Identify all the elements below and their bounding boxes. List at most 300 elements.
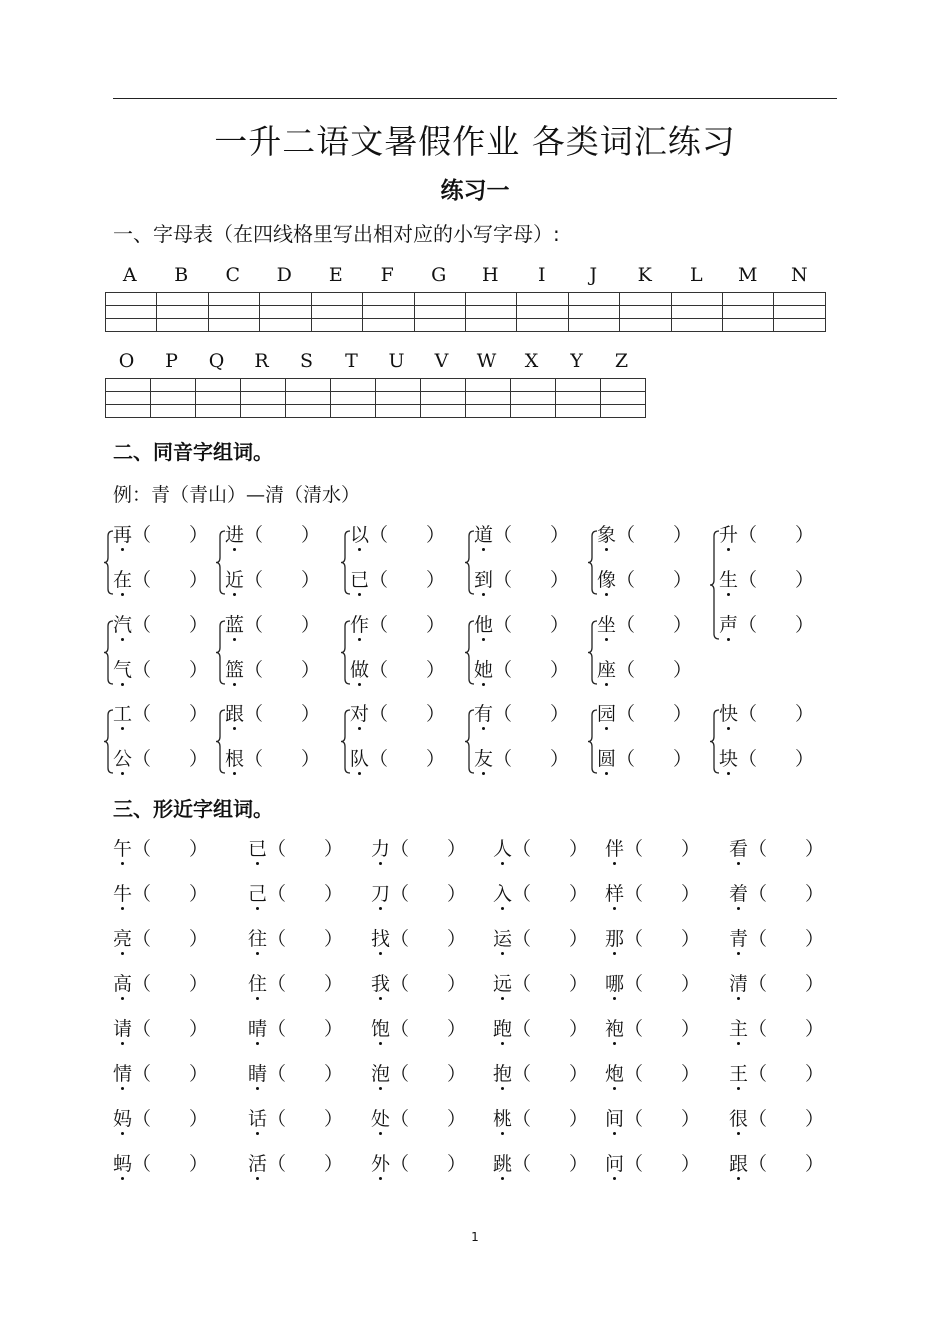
grid-cell[interactable] [157,293,208,306]
dotted-character: 力 [371,838,391,860]
dotted-character: 哪 [605,973,625,995]
answer-blank[interactable]: （ ） [244,614,321,636]
answer-blank[interactable]: （ ） [616,614,693,636]
dotted-character: 清 [729,973,749,995]
homophone-item [350,522,445,548]
answer-blank[interactable]: （ ） [132,838,209,860]
dotted-character: 睛 [248,1063,268,1085]
grid-cell[interactable] [511,405,556,418]
answer-blank[interactable]: （ ） [748,838,825,860]
grid-cell[interactable] [106,293,157,306]
grid-cell[interactable] [556,379,601,392]
dotted-character: 作 [350,614,370,636]
similar-char-item [371,926,466,952]
homophone-item [597,567,692,593]
answer-blank[interactable]: （ ） [748,1063,825,1085]
answer-blank[interactable]: （ ） [390,838,467,860]
answer-blank[interactable]: （ ） [132,569,209,591]
grid-cell[interactable] [671,293,722,306]
grid-cell[interactable] [511,379,556,392]
grid-cell[interactable] [466,405,511,418]
answer-blank[interactable]: （ ） [493,524,570,546]
dotted-character: 处 [371,1108,391,1130]
grid-cell[interactable] [208,293,259,306]
grid-cell[interactable] [601,405,646,418]
answer-blank[interactable]: （ ） [132,1153,209,1175]
letter-L: L [689,264,703,286]
dotted-character: 泡 [371,1063,391,1085]
grid-cell[interactable] [774,293,826,306]
dotted-character: 已 [248,838,268,860]
dotted-character: 蚂 [113,1153,133,1175]
answer-blank[interactable]: （ ） [132,614,209,636]
similar-char-item [493,1061,588,1087]
grid-cell[interactable] [556,405,601,418]
dotted-character: 运 [493,928,513,950]
homophone-item [225,657,320,683]
homophone-item [113,567,208,593]
answer-blank[interactable]: （ ） [390,928,467,950]
dotted-character: 情 [113,1063,133,1085]
homophone-item [350,567,445,593]
dotted-character: 青 [729,928,749,950]
homophone-item [719,522,814,548]
answer-blank[interactable]: （ ） [624,928,701,950]
grid-cell[interactable] [331,379,376,392]
grid-cell[interactable] [723,319,774,332]
letter-T: T [345,350,358,372]
answer-blank[interactable]: （ ） [369,524,446,546]
answer-blank[interactable]: （ ） [493,659,570,681]
grid-cell[interactable] [376,392,421,405]
grid-cell[interactable] [465,319,516,332]
answer-blank[interactable]: （ ） [512,1018,589,1040]
dotted-character: 妈 [113,1108,133,1130]
answer-blank[interactable]: （ ） [616,748,693,770]
dotted-character: 入 [493,883,513,905]
answer-blank[interactable]: （ ） [512,1108,589,1130]
dotted-character: 近 [225,569,245,591]
homophone-item [113,522,208,548]
answer-blank[interactable]: （ ） [390,1108,467,1130]
grid-cell[interactable] [466,379,511,392]
grid-cell[interactable] [601,379,646,392]
dotted-character: 话 [248,1108,268,1130]
similar-char-item [729,1016,824,1042]
answer-blank[interactable]: （ ） [493,614,570,636]
similar-char-item [248,926,343,952]
similar-char-item [371,1151,466,1177]
homophone-item [719,567,814,593]
answer-blank[interactable]: （ ） [267,1108,344,1130]
grid-cell[interactable] [601,392,646,405]
homophone-item [350,612,445,638]
grid-cell[interactable] [331,392,376,405]
answer-blank[interactable]: （ ） [624,1018,701,1040]
answer-blank[interactable]: （ ） [624,1063,701,1085]
dotted-character: 在 [113,569,133,591]
dotted-character: 问 [605,1153,625,1175]
answer-blank[interactable]: （ ） [390,1153,467,1175]
similar-char-item [493,1016,588,1042]
answer-blank[interactable]: （ ） [616,569,693,591]
homophone-item [597,701,692,727]
grid-cell[interactable] [286,405,331,418]
grid-cell[interactable] [106,392,151,405]
similar-char-item [729,926,824,952]
answer-blank[interactable]: （ ） [369,614,446,636]
answer-blank[interactable]: （ ） [132,883,209,905]
homophone-item [597,657,692,683]
answer-blank[interactable]: （ ） [748,1108,825,1130]
dotted-character: 再 [113,524,133,546]
similar-char-item [605,971,700,997]
answer-blank[interactable]: （ ） [132,1063,209,1085]
grid-cell[interactable] [260,293,311,306]
grid-cell[interactable] [151,405,196,418]
answer-blank[interactable]: （ ） [390,1063,467,1085]
answer-blank[interactable]: （ ） [738,524,815,546]
answer-blank[interactable]: （ ） [624,1108,701,1130]
letter-E: E [328,264,343,286]
dotted-character: 蓝 [225,614,245,636]
dotted-character: 王 [729,1063,749,1085]
grid-cell[interactable] [151,392,196,405]
letter-N: N [790,264,808,286]
dotted-character: 午 [113,838,133,860]
grid-cell[interactable] [671,319,722,332]
grid-cell[interactable] [241,392,286,405]
similar-char-item [605,836,700,862]
answer-blank[interactable]: （ ） [512,1153,589,1175]
grid-cell[interactable] [774,306,826,319]
answer-blank[interactable]: （ ） [512,883,589,905]
four-line-grid-2[interactable] [105,378,646,418]
letter-J: J [589,264,598,286]
homophone-item [113,701,208,727]
grid-cell[interactable] [723,293,774,306]
answer-blank[interactable]: （ ） [132,748,209,770]
letter-R: R [254,350,269,372]
grid-cell[interactable] [241,379,286,392]
homophone-item [597,746,692,772]
grid-cell[interactable] [286,379,331,392]
similar-char-item [729,1151,824,1177]
grid-cell[interactable] [311,293,362,306]
similar-char-item [493,1106,588,1132]
answer-blank[interactable]: （ ） [738,748,815,770]
answer-blank[interactable]: （ ） [512,928,589,950]
page-title: 一升二语文暑假作业 各类词汇练习 [214,122,736,161]
answer-blank[interactable]: （ ） [493,703,570,725]
grid-cell[interactable] [311,306,362,319]
dotted-character: 着 [729,883,749,905]
letter-I: I [537,264,546,286]
similar-char-item [493,971,588,997]
answer-blank[interactable]: （ ） [493,569,570,591]
grid-cell[interactable] [157,306,208,319]
grid-cell[interactable] [106,319,157,332]
letter-W: W [476,350,497,372]
dotted-character: 住 [248,973,268,995]
dotted-character: 象 [597,524,617,546]
dotted-character: 生 [719,569,739,591]
dotted-character: 那 [605,928,625,950]
homophone-item [474,701,569,727]
answer-blank[interactable]: （ ） [390,883,467,905]
answer-blank[interactable]: （ ） [244,569,321,591]
answer-blank[interactable]: （ ） [738,703,815,725]
grid-cell[interactable] [568,319,619,332]
dotted-character: 像 [597,569,617,591]
dotted-character: 刀 [371,883,391,905]
answer-blank[interactable]: （ ） [132,1018,209,1040]
dotted-character: 他 [474,614,494,636]
letter-S: S [299,350,314,372]
similar-char-item [729,881,824,907]
dotted-character: 炮 [605,1063,625,1085]
similar-char-item [113,881,208,907]
answer-blank[interactable]: （ ） [132,524,209,546]
answer-blank[interactable]: （ ） [616,524,693,546]
answer-blank[interactable]: （ ） [244,659,321,681]
answer-blank[interactable]: （ ） [267,1153,344,1175]
grid-cell[interactable] [208,319,259,332]
dotted-character: 有 [474,703,494,725]
answer-blank[interactable]: （ ） [132,659,209,681]
similar-char-item [371,881,466,907]
answer-blank[interactable]: （ ） [748,1153,825,1175]
letter-Z: Z [614,350,629,372]
dotted-character: 气 [113,659,133,681]
dotted-character: 工 [113,703,133,725]
answer-blank[interactable]: （ ） [369,569,446,591]
dotted-character: 亮 [113,928,133,950]
grid-cell[interactable] [568,306,619,319]
grid-cell[interactable] [311,319,362,332]
dotted-character: 对 [350,703,370,725]
grid-cell[interactable] [241,405,286,418]
dotted-character: 桃 [493,1108,513,1130]
similar-char-item [113,1151,208,1177]
alphabet-row-2 [105,350,645,374]
answer-blank[interactable]: （ ） [624,883,701,905]
answer-blank[interactable]: （ ） [748,973,825,995]
similar-char-item [113,836,208,862]
grid-cell[interactable] [620,319,671,332]
answer-blank[interactable]: （ ） [512,973,589,995]
similar-char-item [729,1106,824,1132]
grid-cell[interactable] [421,392,466,405]
dotted-character: 样 [605,883,625,905]
grid-cell[interactable] [208,306,259,319]
grid-cell[interactable] [421,405,466,418]
dotted-character: 间 [605,1108,625,1130]
letter-G: G [431,264,447,286]
dotted-character: 活 [248,1153,268,1175]
dotted-character: 伴 [605,838,625,860]
grid-cell[interactable] [465,293,516,306]
dotted-character: 进 [225,524,245,546]
dotted-character: 我 [371,973,391,995]
answer-blank[interactable]: （ ） [267,1018,344,1040]
answer-blank[interactable]: （ ） [267,928,344,950]
answer-blank[interactable]: （ ） [369,703,446,725]
letter-D: D [276,264,292,286]
answer-blank[interactable]: （ ） [512,838,589,860]
grid-cell[interactable] [421,379,466,392]
section2-heading: 二、同音字组词。 [113,440,273,464]
grid-cell[interactable] [196,379,241,392]
grid-cell[interactable] [414,306,465,319]
grid-cell[interactable] [671,306,722,319]
grid-cell[interactable] [774,319,826,332]
grid-cell[interactable] [363,319,414,332]
grid-cell[interactable] [196,392,241,405]
homophone-item [225,522,320,548]
answer-blank[interactable]: （ ） [132,703,209,725]
letter-M: M [738,264,758,286]
grid-cell[interactable] [376,405,421,418]
dotted-character: 往 [248,928,268,950]
similar-char-item [371,836,466,862]
dotted-character: 看 [729,838,749,860]
similar-char-item [493,1151,588,1177]
homophone-item [225,746,320,772]
grid-cell[interactable] [517,319,568,332]
homophone-item [225,612,320,638]
grid-cell[interactable] [196,405,241,418]
grid-cell[interactable] [106,379,151,392]
answer-blank[interactable]: （ ） [369,659,446,681]
grid-cell[interactable] [151,379,196,392]
similar-char-item [248,1061,343,1087]
grid-cell[interactable] [106,306,157,319]
answer-blank[interactable]: （ ） [512,1063,589,1085]
letter-Q: Q [208,350,225,372]
similar-char-item [371,1061,466,1087]
letter-X: X [524,350,539,372]
answer-blank[interactable]: （ ） [132,928,209,950]
answer-blank[interactable]: （ ） [616,703,693,725]
answer-blank[interactable]: （ ） [267,973,344,995]
similar-char-item [113,971,208,997]
grid-cell[interactable] [363,293,414,306]
grid-cell[interactable] [414,319,465,332]
answer-blank[interactable]: （ ） [369,748,446,770]
homophone-item [474,746,569,772]
similar-char-item [729,1061,824,1087]
dotted-character: 到 [474,569,494,591]
similar-char-item [248,1106,343,1132]
grid-cell[interactable] [363,306,414,319]
grid-cell[interactable] [376,379,421,392]
similar-char-item [493,881,588,907]
grid-cell[interactable] [511,392,556,405]
grid-cell[interactable] [517,293,568,306]
grid-cell[interactable] [466,392,511,405]
dotted-character: 主 [729,1018,749,1040]
letter-A: A [122,264,137,286]
dotted-character: 远 [493,973,513,995]
dotted-character: 园 [597,703,617,725]
grid-cell[interactable] [157,319,208,332]
similar-char-item [371,1106,466,1132]
similar-char-item [605,881,700,907]
grid-cell[interactable] [260,306,311,319]
dotted-character: 友 [474,748,494,770]
answer-blank[interactable]: （ ） [748,1018,825,1040]
answer-blank[interactable]: （ ） [267,1063,344,1085]
section3-heading: 三、形近字组词。 [113,797,273,821]
answer-blank[interactable]: （ ） [267,883,344,905]
four-line-grid-1[interactable] [105,292,826,332]
similar-char-item [371,1016,466,1042]
answer-blank[interactable]: （ ） [244,524,321,546]
grid-cell[interactable] [106,405,151,418]
similar-char-item [493,836,588,862]
dotted-character: 公 [113,748,133,770]
similar-char-item [371,971,466,997]
answer-blank[interactable]: （ ） [267,838,344,860]
grid-cell[interactable] [331,405,376,418]
dotted-character: 高 [113,973,133,995]
dotted-character: 以 [350,524,370,546]
answer-blank[interactable]: （ ） [132,1108,209,1130]
letter-Y: Y [570,350,583,372]
grid-cell[interactable] [465,306,516,319]
dotted-character: 座 [597,659,617,681]
answer-blank[interactable]: （ ） [624,1153,701,1175]
grid-cell[interactable] [414,293,465,306]
similar-char-item [113,1061,208,1087]
answer-blank[interactable]: （ ） [244,703,321,725]
answer-blank[interactable]: （ ） [624,838,701,860]
grid-cell[interactable] [620,293,671,306]
answer-blank[interactable]: （ ） [390,1018,467,1040]
homophone-item [597,612,692,638]
grid-cell[interactable] [286,392,331,405]
grid-cell[interactable] [556,392,601,405]
answer-blank[interactable]: （ ） [132,973,209,995]
dotted-character: 跟 [729,1153,749,1175]
answer-blank[interactable]: （ ） [244,748,321,770]
answer-blank[interactable]: （ ） [390,973,467,995]
grid-cell[interactable] [723,306,774,319]
grid-cell[interactable] [260,319,311,332]
answer-blank[interactable]: （ ） [624,973,701,995]
answer-blank[interactable]: （ ） [748,928,825,950]
similar-char-item [248,1016,343,1042]
letter-O: O [118,350,135,372]
section1-heading: 一、字母表（在四线格里写出相对应的小写字母）: [113,222,560,246]
answer-blank[interactable]: （ ） [616,659,693,681]
grid-cell[interactable] [568,293,619,306]
answer-blank[interactable]: （ ） [738,614,815,636]
grid-cell[interactable] [620,306,671,319]
page-subtitle: 练习一 [440,178,510,204]
grid-cell[interactable] [517,306,568,319]
similar-char-item [605,1061,700,1087]
answer-blank[interactable]: （ ） [748,883,825,905]
similar-char-item [605,1151,700,1177]
answer-blank[interactable]: （ ） [493,748,570,770]
dotted-character: 晴 [248,1018,268,1040]
letter-B: B [174,264,189,286]
answer-blank[interactable]: （ ） [738,569,815,591]
homophone-item [350,701,445,727]
similar-char-item [605,1016,700,1042]
